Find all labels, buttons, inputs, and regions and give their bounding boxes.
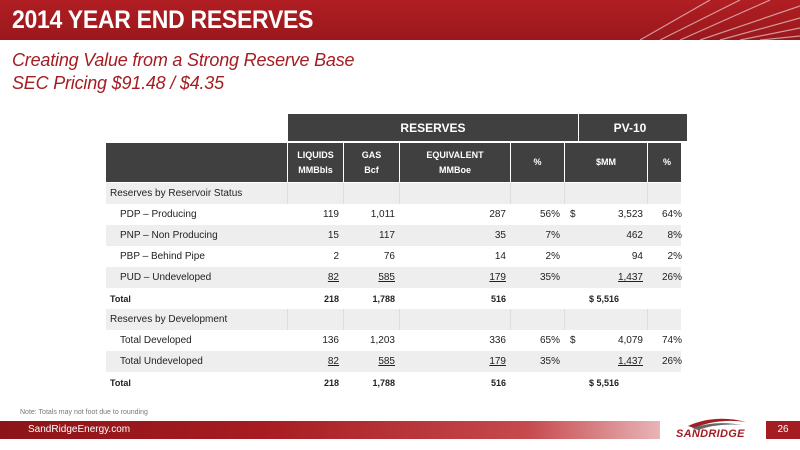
cell-equiv (400, 372, 510, 393)
cell-equiv-value: 35 (494, 230, 506, 241)
row-label: PUD – Undeveloped (120, 272, 212, 283)
cell-dollar-sign (570, 246, 582, 267)
cell-pv-value: 462 (626, 230, 643, 241)
cell-liquids-value: 82 (327, 272, 339, 283)
cell-pvpct-value: 74% (661, 335, 682, 346)
cell-pct (511, 330, 564, 351)
cell-pvpct (648, 225, 686, 246)
cell-liquids-value: 218 (323, 377, 339, 388)
subtitle-line-1: Creating Value from a Strong Reserve Base (12, 50, 355, 70)
cell-pv-value: 1,437 (617, 356, 643, 367)
cell-equiv (400, 225, 510, 246)
cell-pct-value: 56% (539, 209, 560, 220)
cell-liquids (288, 351, 343, 372)
cell-gas (344, 288, 399, 309)
cell-gas (344, 267, 399, 288)
cell-pv-value: 94 (631, 251, 643, 262)
row-label: Total Developed (120, 335, 192, 346)
cell-equiv-value: 516 (490, 377, 506, 388)
cell-equiv-value: 287 (489, 209, 506, 220)
cell-equiv (400, 246, 510, 267)
cell-liquids (288, 330, 343, 351)
cell-pv-value: 4,079 (617, 335, 643, 346)
cell-pv-value: 3,523 (617, 209, 643, 220)
cell-liquids-value: 15 (327, 230, 339, 241)
cell-pv-value: $ 5,516 (588, 293, 620, 304)
col-header-liquids-l1: LIQUIDS (297, 149, 334, 160)
table-row (106, 330, 681, 351)
cell-gas (344, 246, 399, 267)
col-header-gas-l2: Bcf (364, 164, 379, 175)
table-group-header (106, 114, 681, 141)
cell-gas (344, 204, 399, 225)
cell-equiv (400, 267, 510, 288)
col-header-equivalent (400, 143, 510, 182)
slide-title: 2014 YEAR END RESERVES (12, 6, 314, 34)
cell-dollar-sign: $ (570, 209, 576, 220)
cell-gas-value: 585 (378, 272, 395, 283)
cell-gas (344, 351, 399, 372)
table-row (106, 225, 681, 246)
cell-liquids (288, 246, 343, 267)
cell-pct-value: 35% (539, 356, 560, 367)
col-header-equivalent-l2: MMBoe (439, 164, 471, 175)
header-bar (0, 0, 800, 40)
cell-dollar-sign (570, 267, 582, 288)
cell-gas-value: 1,011 (370, 209, 395, 220)
table-row (106, 246, 681, 267)
cell-pvpct (648, 267, 686, 288)
cell-pv (565, 372, 647, 393)
table-row (106, 267, 681, 288)
cell-liquids (288, 225, 343, 246)
cell-liquids (288, 288, 343, 309)
cell-liquids-value: 218 (323, 293, 339, 304)
table-row (106, 351, 681, 372)
col-header-pct-l1: % (533, 157, 542, 167)
cell-equiv (400, 288, 510, 309)
col-header-gas-l1: GAS (361, 149, 382, 160)
group-divider (578, 114, 579, 141)
row-label: Total (110, 377, 131, 388)
row-label: PDP – Producing (120, 209, 197, 220)
cell-gas-value: 585 (378, 356, 395, 367)
sandridge-logo-text: SANDRIDGE (676, 428, 745, 440)
total-row (106, 372, 681, 393)
table-row (106, 204, 681, 225)
cell-gas-value: 1,203 (369, 335, 395, 346)
cell-pvpct (648, 351, 686, 372)
header-rays-decoration (580, 0, 800, 40)
cell-pvpct (648, 246, 686, 267)
col-header-pct (511, 143, 564, 182)
cell-dollar-sign (570, 351, 582, 372)
col-header-liquids-l2: MMBbls (298, 164, 333, 175)
cell-gas (344, 330, 399, 351)
group-header-reserves: RESERVES (400, 120, 466, 135)
cell-dollar-sign: $ (570, 335, 576, 346)
cell-pct-value: 7% (545, 230, 560, 241)
cell-gas-value: 117 (379, 230, 395, 241)
cell-pvpct-value: 8% (667, 230, 682, 241)
cell-liquids (288, 267, 343, 288)
cell-equiv (400, 330, 510, 351)
cell-pv-value: 1,437 (617, 272, 643, 283)
cell-liquids-value: 136 (322, 335, 339, 346)
col-header-liquids (288, 143, 343, 182)
cell-gas (344, 372, 399, 393)
subtitle-line-2: SEC Pricing $91.48 / $4.35 (12, 73, 224, 93)
cell-pvpct-value: 64% (661, 209, 682, 220)
cell-equiv (400, 351, 510, 372)
cell-equiv-value: 179 (489, 356, 506, 367)
cell-gas (344, 225, 399, 246)
cell-pct-value: 35% (539, 272, 560, 283)
table-column-header (106, 143, 681, 182)
col-header-pv-pct (648, 143, 686, 182)
cell-pct-value: 65% (539, 335, 560, 346)
cell-gas-value: 1,788 (372, 293, 395, 304)
page-number: 26 (777, 424, 789, 435)
col-header-mm-l1: $MM (596, 157, 616, 167)
col-header-gas (344, 143, 399, 182)
cell-liquids (288, 204, 343, 225)
total-row (106, 288, 681, 309)
cell-equiv (400, 204, 510, 225)
cell-dollar-sign (570, 225, 582, 246)
footer-website[interactable]: SandRidgeEnergy.com (28, 424, 131, 435)
col-header-equivalent-l1: EQUIVALENT (426, 149, 484, 160)
col-header-pv-pct-l1: % (662, 157, 671, 167)
group-header-pv10: PV-10 (613, 120, 647, 135)
cell-pct (511, 225, 564, 246)
cell-pvpct-value: 2% (667, 251, 682, 262)
cell-liquids-value: 82 (327, 356, 339, 367)
section-header-row (106, 309, 681, 330)
footnote: Note: Totals may not foot due to rounding (20, 409, 148, 416)
cell-gas-value: 1,788 (372, 377, 395, 388)
section-header-row (106, 183, 681, 204)
cell-pct (511, 351, 564, 372)
cell-pvpct-value: 26% (661, 272, 682, 283)
row-label: PBP – Behind Pipe (120, 251, 205, 262)
cell-pct (511, 267, 564, 288)
cell-pct (511, 204, 564, 225)
cell-pvpct (648, 330, 686, 351)
row-label: Total Undeveloped (120, 356, 203, 367)
cell-pv-value: $ 5,516 (588, 377, 620, 388)
row-label: Reserves by Development (110, 314, 228, 325)
cell-gas-value: 76 (383, 251, 395, 262)
cell-equiv-value: 14 (494, 251, 506, 262)
col-header-mm (565, 143, 647, 182)
cell-liquids (288, 372, 343, 393)
cell-pvpct-value: 26% (661, 356, 682, 367)
cell-equiv-value: 516 (490, 293, 506, 304)
cell-liquids-value: 119 (323, 209, 339, 220)
cell-equiv-value: 179 (489, 272, 506, 283)
cell-liquids-value: 2 (333, 251, 339, 262)
row-label: Reserves by Reservoir Status (110, 188, 243, 199)
cell-pv (565, 288, 647, 309)
row-label: Total (110, 293, 131, 304)
cell-equiv-value: 336 (489, 335, 506, 346)
cell-pct (511, 246, 564, 267)
cell-pct-value: 2% (545, 251, 560, 262)
cell-pvpct (648, 204, 686, 225)
row-label: PNP – Non Producing (120, 230, 218, 241)
